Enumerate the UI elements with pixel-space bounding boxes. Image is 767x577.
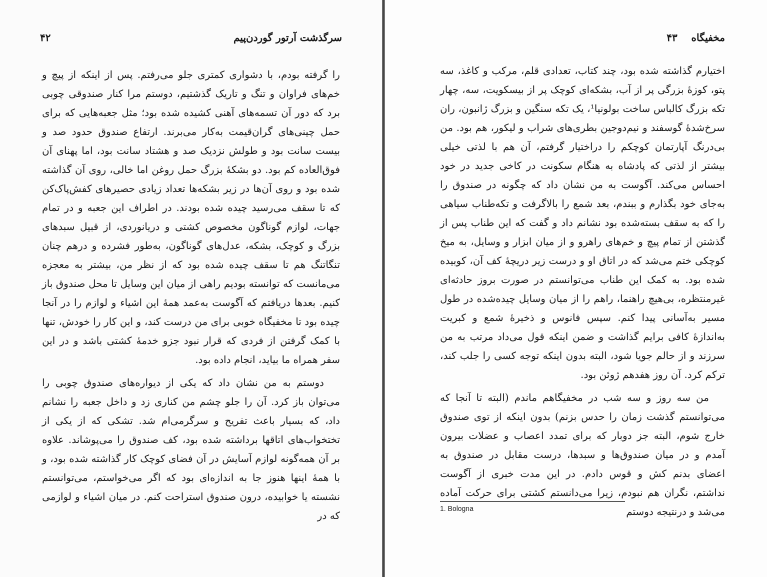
paragraph: را گرفته بودم، با دشواری کمتری جلو می‌رفتم. پس از اینکه از پیچ و خم‌های فراوان و تنگ و تاریک گذشتیم، دوستم مرا کنار صندوقی چوبی برد که دور آن تسمه‌های آهنی کشیده شده بود؛ مثل جعبه‌هایی که برای حمل چینی‌های گران‌قیمت به‌کار می‌برند. ارتفاع صندوق حدود صد و بیست سانت بود و طولش نزدیک صد و هشتاد سانت بود، اما پهنای آن فوق‌العاده کم بود. دو بشکهٔ بزرگ حمل روغن اما خالی، روی آن گذاشته شده بود و روی آن‌ها در زیر بشکه‌ها تعداد زیادی حصیرهای کفش‌پاک‌کن که تا سقف می‌رسید چیده شده بودند. در اطراف این جعبه و در تمام جهات، لوازم گوناگون مخصوص کشتی و دریانوردی، از قبیل سبدهای بزرگ و کوچک، بشکه، عدل‌های گوناگون، به‌طور فشرده و درهم چنان تنگاتنگ هم تا سقف چیده شده بود که از نظر من، بیشتر به معجزه می‌مانست که توانسته بودیم راهی از میان این وسایل تا محل صندوق باز کنیم. بعدها دریافتم که آگوست به‌عمد همهٔ این اشیاء و لوازم را در آنجا چیده بود تا مخفیگاه خوبی برای من درست کند، و این کار را خودش، تنها با کمک گرفتن از فردی که قرار نبود جزو خدمهٔ کشتی باشد و در این سفر همراه ما بیاید، انجام داده بود. xyxy=(42,70,340,366)
right-running-title: مخفیگاه xyxy=(691,33,725,44)
footnote-divider xyxy=(440,501,625,502)
paragraph: دوستم به من نشان داد که یکی از دیواره‌های صندوق چوبی را می‌توان باز کرد. آن را جلو چشم من کناری زد و داخل جعبه را نشانم داد، که بسیار باعث تفریح و سرگرمی‌ام شد. تشکی که از یکی از تختخواب‌های اتاقها برداشته شده بود، کف صندوق را می‌پوشاند. علاوه بر آن همه‌گونه لوازم آسایش در آن فضای کوچک کار گذاشته شده بود، و با همهٔ اینها هنوز جا به اندازه‌ای بود که اگر می‌خواستم، می‌توانستم نشسته یا خوابیده، درون صندوق استراحت کنم. در میان اشیاء و لوازمی که در xyxy=(42,378,340,522)
left-page-body xyxy=(42,66,340,530)
right-page-number: ۴۳ xyxy=(666,33,678,44)
paragraph: من سه روز و سه شب در مخفیگاهم ماندم (البته تا آنجا که می‌توانستم گذشت زمان را حدس بزنم) بدون اینکه از توی صندوق خارج شوم، البته جز دوبار که برای تمدد اعصاب و عضلات بیرون آمدم و در میان صندوق‌ها و سبدها، درست مقابل در صندوق به اعضای بدنم کش و قوس دادم. در این مدت خبری از آگوست نداشتم، نگران هم نبودم، زیرا می‌دانستم کشتی برای حرکت آماده می‌شد و درنتیجه دوستم xyxy=(440,393,725,518)
left-running-title: سرگذشت آرتور گوردن‌پیم xyxy=(233,33,342,44)
right-page-header xyxy=(667,33,725,44)
paragraph: اختیارم گذاشته شده بود، چند کتاب، تعدادی قلم، مرکب و کاغذ، سه پتو، کوزهٔ بزرگی پر از آب، بشکه‌ای کوچک پر از بیسکویت، سه، چهار تکه بزرگ کالباس ساخت بولونیا¹، یک تکه سنگین و بزرگ ژانبون، ران سرخ‌شدهٔ گوسفند و نیم‌دوجین بطری‌های شراب و لیکور، هم بود. من بی‌درنگ آپارتمان کوچکم را دراختیار گرفتم، آن هم با لذتی خیلی بیشتر از لذتی که پادشاه به هنگام سکونت در کاخی جدید در خود احساس می‌کند. آگوست به من نشان داد که چگونه در صندوق را به‌جای خود بگذارم و ببندم، بعد شمع را بالاگرفت و تکه‌طناب سیاهی را که به سقف بسته‌شده بود نشانم داد و گفت که این طناب پس از گذشتن از تمام پیچ و خم‌های راهرو و از میان ابزار و وسایل، به میخ کوچکی ختم می‌شد که در اتاق او و درست زیر دریچهٔ کف آن، کوبیده شده بود. به کمک این طناب می‌توانستم در صورت بروز حادثه‌ای غیرمنتظره، بی‌هیچ راهنما، راهم را از میان وسایل چیده‌شده در طول مسیر به‌آسانی پیدا کنم. سپس فانوس و ذخیرهٔ شمع و کبریت به‌اندازهٔ کافی برایم گذاشت و ضمن اینکه قول می‌داد مرتب به من سرزند و از حالم جویا شود، البته بدون اینکه توجه کسی را جلب کند، ترکم کرد. آن روز هفدهم ژوئن بود. xyxy=(440,66,725,381)
right-page-body xyxy=(440,62,725,526)
left-page xyxy=(0,0,382,577)
left-page-number: ۴۲ xyxy=(40,33,51,44)
left-page-header xyxy=(40,33,342,44)
footnote: 1. Bologna xyxy=(440,506,474,513)
right-page xyxy=(385,0,767,577)
